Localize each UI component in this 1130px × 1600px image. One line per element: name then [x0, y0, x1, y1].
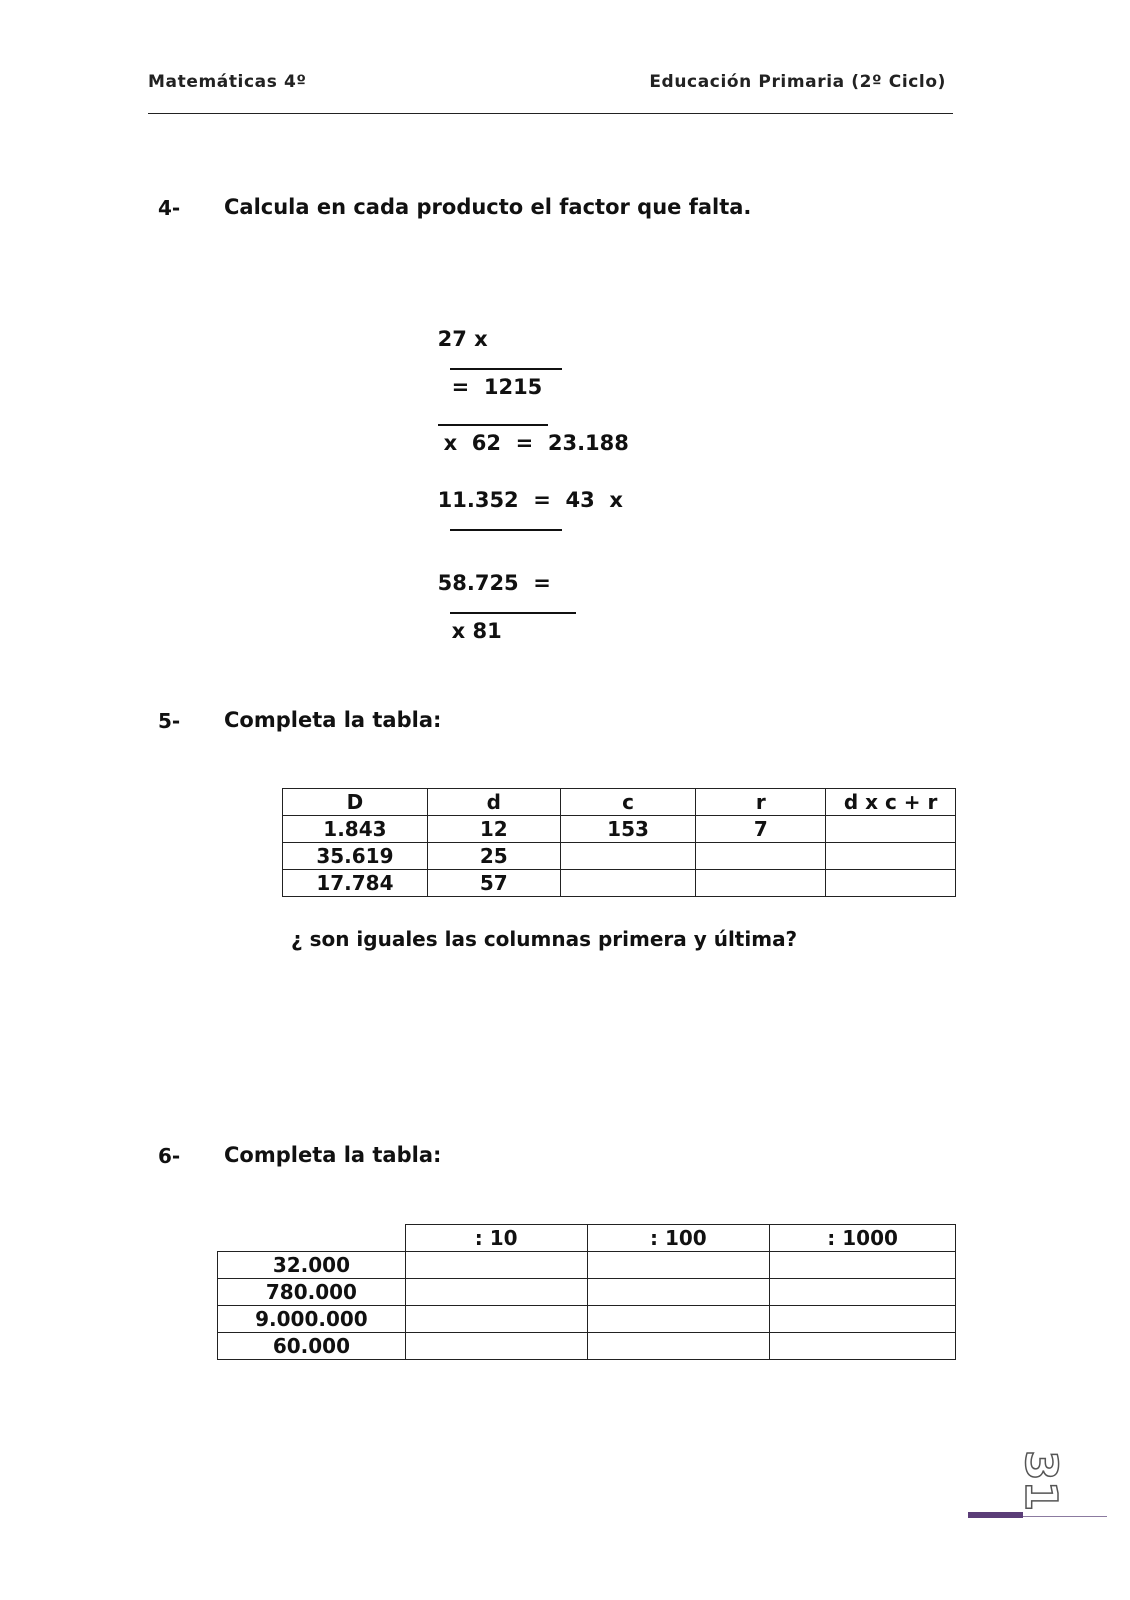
- row-label: 780.000: [218, 1279, 406, 1306]
- answer-blank-1[interactable]: [450, 368, 562, 370]
- table-header-cell: : 1000: [770, 1225, 956, 1252]
- table-header-cell: D: [283, 789, 428, 816]
- exercise-5-title: Completa la tabla:: [224, 708, 442, 732]
- row-label: 9.000.000: [218, 1306, 406, 1333]
- equation-2-right: x 62 = 23.188: [443, 431, 629, 455]
- exercise-4-number: 4-: [158, 196, 181, 220]
- table-row: [283, 816, 956, 843]
- table-cell: 153: [560, 816, 696, 843]
- header-level: Educación Primaria (2º Ciclo): [649, 72, 946, 92]
- answer-cell[interactable]: [587, 1279, 770, 1306]
- equation-2: [423, 383, 629, 455]
- header-subject: Matemáticas 4º: [148, 72, 307, 92]
- answer-blank-2[interactable]: [438, 424, 548, 426]
- table-cell: 35.619: [283, 843, 428, 870]
- exercise-4-title: Calcula en cada producto el factor que falta.: [224, 195, 752, 219]
- footer-accent-bar: [968, 1512, 1023, 1518]
- table-row: [283, 870, 956, 897]
- answer-cell[interactable]: [696, 843, 826, 870]
- row-label: 60.000: [218, 1333, 406, 1360]
- answer-cell[interactable]: [405, 1279, 587, 1306]
- equation-3-left: 11.352 = 43 x: [437, 488, 623, 512]
- table-row: [218, 1252, 956, 1279]
- equation-1-left: 27 x: [437, 327, 488, 351]
- answer-cell[interactable]: [770, 1252, 956, 1279]
- corner-cell: [218, 1225, 406, 1252]
- answer-cell[interactable]: [696, 870, 826, 897]
- answer-cell[interactable]: [560, 843, 696, 870]
- row-label: 32.000: [218, 1252, 406, 1279]
- table-cell: 25: [427, 843, 560, 870]
- header-rule: [148, 113, 953, 114]
- answer-blank-3[interactable]: [450, 529, 562, 531]
- exercise-5-question: ¿ son iguales las columnas primera y última?: [291, 927, 798, 951]
- table-header-row: [283, 789, 956, 816]
- footer-accent-line: [1023, 1516, 1107, 1517]
- table-row: [283, 843, 956, 870]
- table-cell: 1.843: [283, 816, 428, 843]
- answer-cell[interactable]: [826, 870, 956, 897]
- table-header-cell: c: [560, 789, 696, 816]
- equation-3: [423, 464, 623, 536]
- table-header-cell: d x c + r: [826, 789, 956, 816]
- table-header-cell: : 10: [405, 1225, 587, 1252]
- division-table: [282, 788, 956, 897]
- equation-4-left: 58.725 =: [437, 571, 551, 595]
- division-by-powers-table: [217, 1224, 956, 1360]
- answer-cell[interactable]: [405, 1252, 587, 1279]
- table-header-cell: d: [427, 789, 560, 816]
- answer-cell[interactable]: [405, 1333, 587, 1360]
- exercise-5-number: 5-: [158, 709, 181, 733]
- answer-cell[interactable]: [770, 1333, 956, 1360]
- answer-cell[interactable]: [770, 1306, 956, 1333]
- table-row: [218, 1333, 956, 1360]
- equation-4: [423, 547, 576, 643]
- page-number: 31: [1015, 1450, 1066, 1512]
- equation-1-right: = 1215: [451, 375, 543, 399]
- table-header-cell: r: [696, 789, 826, 816]
- answer-cell[interactable]: [826, 843, 956, 870]
- answer-cell[interactable]: [587, 1333, 770, 1360]
- table-cell: 7: [696, 816, 826, 843]
- table-row: [218, 1279, 956, 1306]
- answer-cell[interactable]: [587, 1252, 770, 1279]
- answer-blank-4[interactable]: [450, 612, 576, 614]
- exercise-6-number: 6-: [158, 1144, 181, 1168]
- answer-cell[interactable]: [826, 816, 956, 843]
- table-header-cell: : 100: [587, 1225, 770, 1252]
- exercise-6-title: Completa la tabla:: [224, 1143, 442, 1167]
- answer-cell[interactable]: [587, 1306, 770, 1333]
- table-header-row: [218, 1225, 956, 1252]
- answer-cell[interactable]: [560, 870, 696, 897]
- table-cell: 12: [427, 816, 560, 843]
- table-cell: 17.784: [283, 870, 428, 897]
- table-row: [218, 1306, 956, 1333]
- equation-4-right: x 81: [451, 619, 502, 643]
- table-cell: 57: [427, 870, 560, 897]
- answer-cell[interactable]: [770, 1279, 956, 1306]
- answer-cell[interactable]: [405, 1306, 587, 1333]
